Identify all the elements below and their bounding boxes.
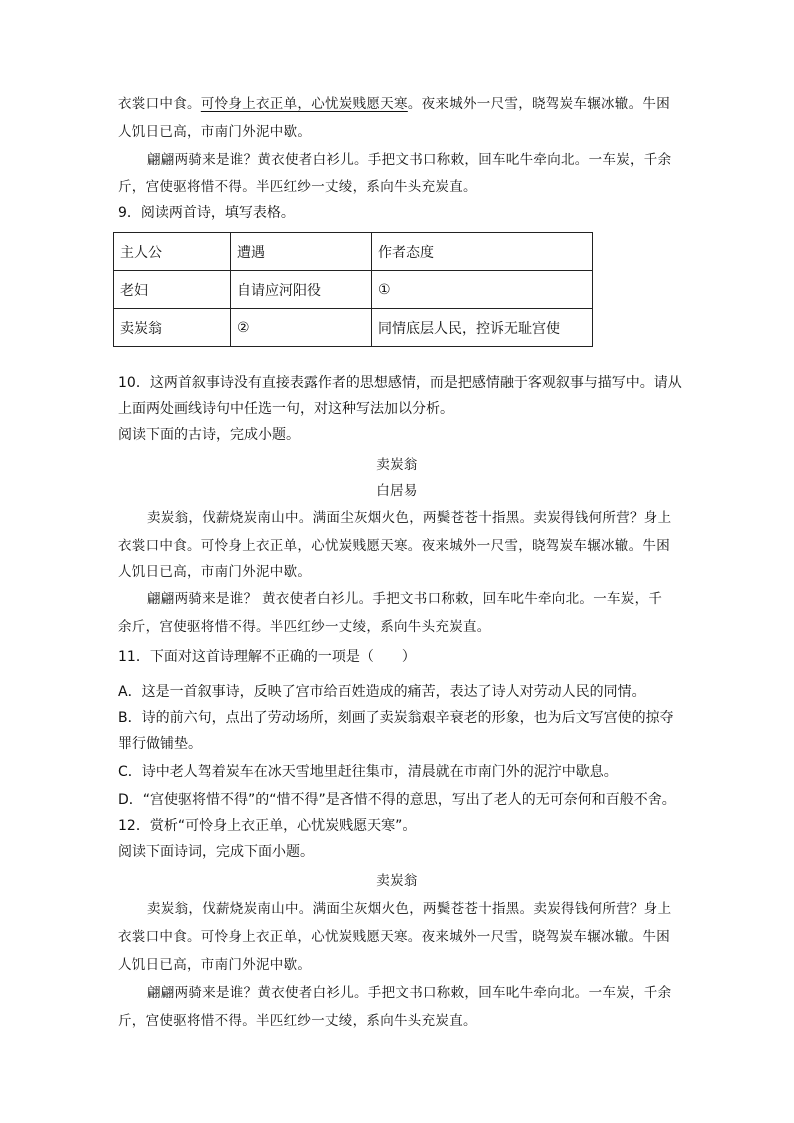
question-11-stem: 11．下面对这首诗理解不正确的一项是（ ） xyxy=(118,649,416,665)
question-10-line-2: 上面两处画线诗句中任选一句，对这种写法加以分析。 xyxy=(118,401,454,417)
reading-prompt: 阅读下面诗词，完成下面小题。 xyxy=(118,844,314,860)
poem-title: 卖炭翁 xyxy=(376,457,418,473)
poem3-line-2: 衣裳口中食。可怜身上衣正单，心忧炭贱愿天寒。夜来城外一尺雪，晓驾炭车辗冰辙。牛困 xyxy=(118,929,670,945)
poem1-line-1 xyxy=(118,94,670,114)
table-row xyxy=(114,271,593,309)
poem2-line-3: 人饥日已高，市南门外泥中歇。 xyxy=(118,564,312,580)
poem1-line-2: 人饥日已高，市南门外泥中歇。 xyxy=(118,124,312,140)
underlined-verse: 可怜身上衣正单，心忧炭贱愿天寒 xyxy=(200,96,408,112)
option-c: C．诗中老人驾着炭车在冰天雪地里赶往集市，清晨就在市南门外的泥泞中歇息。 xyxy=(118,764,618,780)
poem3-line-3: 人饥日已高，市南门外泥中歇。 xyxy=(118,957,312,973)
poem1-text: 衣裳口中食。 xyxy=(118,96,201,112)
option-b: B．诗的前六句，点出了劳动场所，刻画了卖炭翁艰辛衰老的形象，也为后文写宫使的掠夺 xyxy=(118,710,674,726)
poem2-line-5: 余斤，宫使驱将惜不得。半匹红纱一丈绫，系向牛头充炭直。 xyxy=(118,619,491,635)
poem3-line-4: 翩翩两骑来是谁？黄衣使者白衫儿。手把文书口称敕，回车叱牛牵向北。一车炭，千余 xyxy=(147,985,672,1001)
poem1-line-3: 翩翩两骑来是谁？黄衣使者白衫儿。手把文书口称敕，回车叱牛牵向北。一车炭，千余 xyxy=(147,152,672,168)
table-cell: 卖炭翁 xyxy=(114,309,231,347)
question-9-stem: 9．阅读两首诗，填写表格。 xyxy=(118,205,295,221)
option-d: D．“宫使驱将惜不得”的“惜不得”是吝惜不得的意思，写出了老人的无可奈何和百般不舍。 xyxy=(118,792,676,808)
poem3-line-1: 卖炭翁，伐薪烧炭南山中。满面尘灰烟火色，两鬓苍苍十指黑。卖炭得钱何所营？身上 xyxy=(147,901,672,917)
question-12-stem: 12．赏析“可怜身上衣正单，心忧炭贱愿天寒”。 xyxy=(118,818,417,834)
poem1-line-4: 斤，宫使驱将惜不得。半匹红纱一丈绫，系向牛头充炭直。 xyxy=(118,179,477,195)
table-header-row xyxy=(114,233,593,271)
table-row xyxy=(114,309,593,347)
poem1-text: 。夜来城外一尺雪，晓驾炭车辗冰辙。牛困 xyxy=(407,96,671,112)
poem2-line-1: 卖炭翁，伐薪烧炭南山中。满面尘灰烟火色，两鬓苍苍十指黑。卖炭得钱何所营？身上 xyxy=(147,510,672,526)
poem2-line-2: 衣裳口中食。可怜身上衣正单，心忧炭贱愿天寒。夜来城外一尺雪，晓驾炭车辗冰辙。牛困 xyxy=(118,538,670,554)
question-9-table xyxy=(113,232,593,347)
reading-prompt: 阅读下面的古诗，完成小题。 xyxy=(118,427,300,443)
poem2-line-4: 翩翩两骑来是谁？ 黄衣使者白衫儿。手把文书口称敕，回车叱牛牵向北。一车炭，千 xyxy=(147,591,663,607)
poem-author: 白居易 xyxy=(376,483,418,499)
poem-title: 卖炭翁 xyxy=(376,873,418,889)
table-cell: 自请应河阳役 xyxy=(231,271,372,309)
table-cell: 同情底层人民，控诉无耻宫使 xyxy=(372,309,593,347)
option-b-continuation: 罪行做铺垫。 xyxy=(118,736,202,752)
table-header-cell: 作者态度 xyxy=(372,233,593,271)
question-10-line-1: 10．这两首叙事诗没有直接表露作者的思想感情，而是把感情融于客观叙事与描写中。请从 xyxy=(118,375,682,391)
table-cell: ② xyxy=(231,309,372,347)
option-a: A．这是一首叙事诗，反映了宫市给百姓造成的痛苦，表达了诗人对劳动人民的同情。 xyxy=(118,684,646,700)
table-header-cell: 主人公 xyxy=(114,233,231,271)
table-cell: ① xyxy=(372,271,593,309)
table-cell: 老妇 xyxy=(114,271,231,309)
table-header-cell: 遭遇 xyxy=(231,233,372,271)
poem3-line-5: 斤，宫使驱将惜不得。半匹红纱一丈绫，系向牛头充炭直。 xyxy=(118,1013,477,1029)
